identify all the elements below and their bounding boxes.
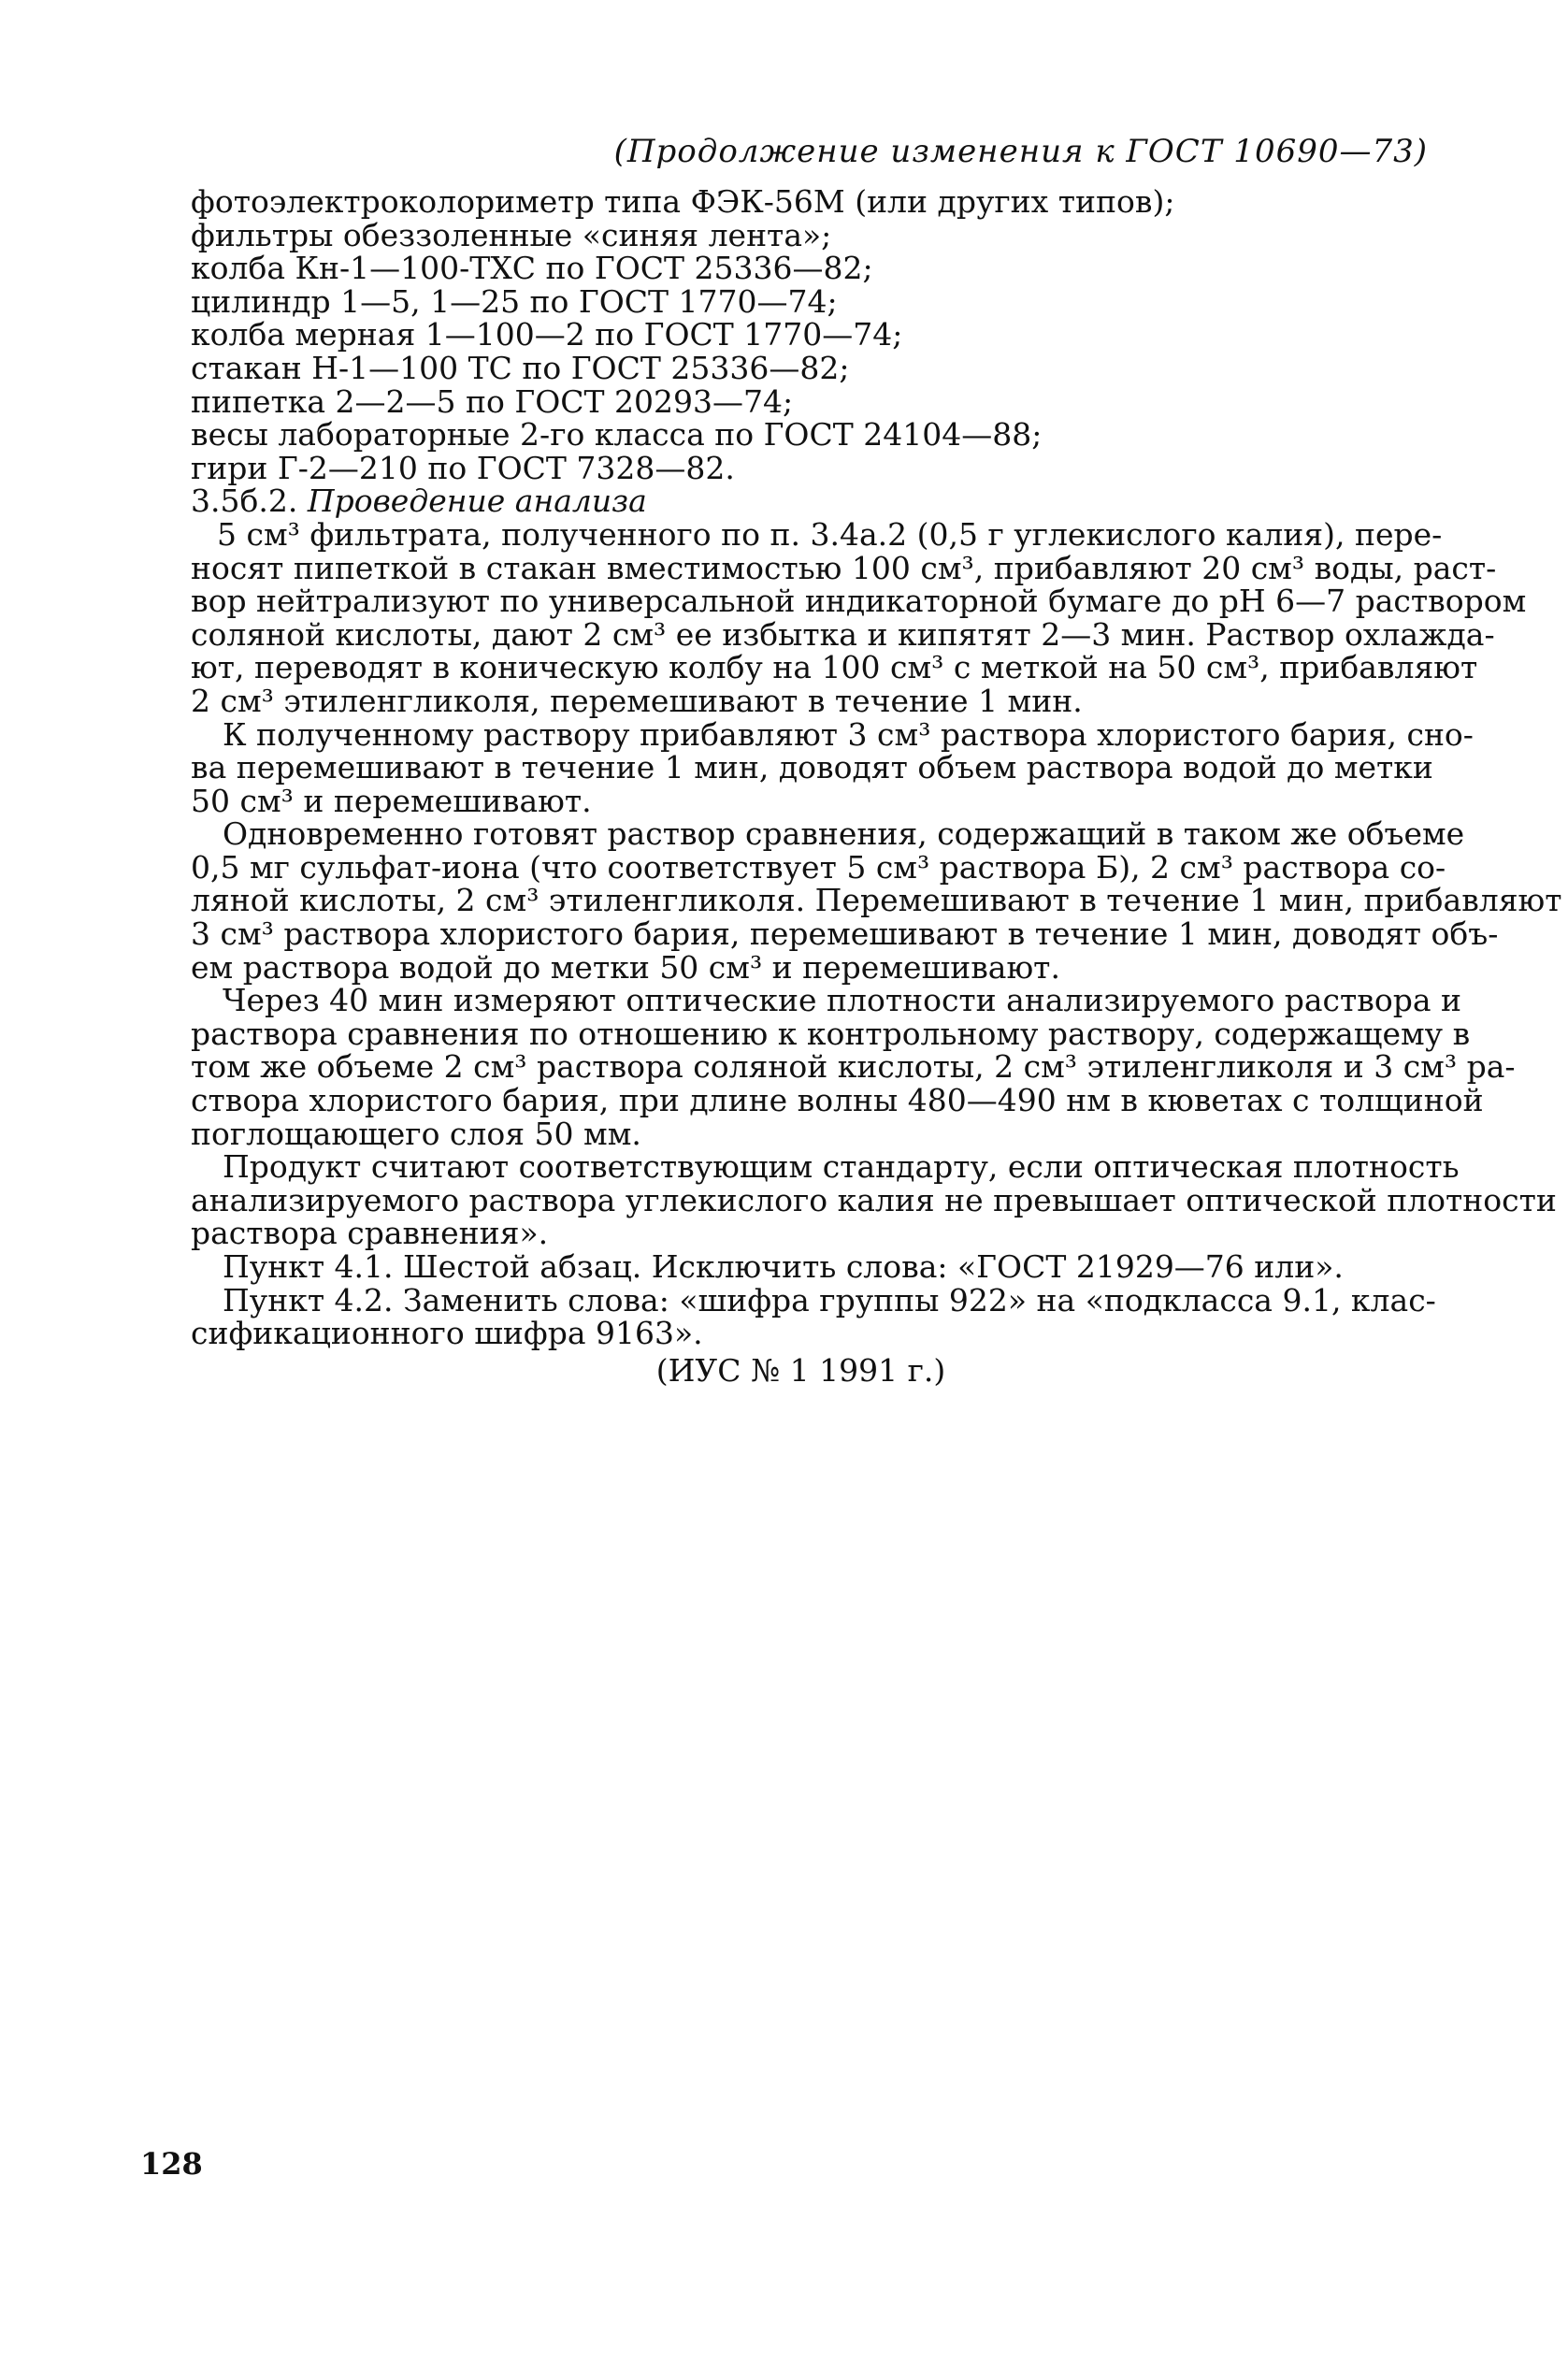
paragraph-conclusion — [191, 1148, 1557, 1252]
equipment-item: фотоэлектроколориметр типа ФЭК-56М (или других типов); — [191, 183, 1175, 220]
paragraph-line: 50 см³ и перемешивают. — [191, 782, 592, 819]
page-number: 128 — [140, 2146, 203, 2182]
section-title: Проведение анализа — [307, 483, 647, 520]
paragraph-barium — [191, 715, 1474, 819]
paragraph-line: Продукт считают соответствующим стандарту, если оптическая плотность — [223, 1148, 1460, 1186]
equipment-list — [191, 185, 1411, 484]
paragraph-line: сификационного шифра 9163». — [191, 1315, 703, 1352]
paragraph-clause-4-2 — [191, 1281, 1436, 1352]
paragraph-line: Одновременно готовят раствор сравнения, содержащий в таком же объеме — [223, 815, 1465, 853]
section-heading — [191, 484, 1411, 518]
paragraph-line: соляной кислоты, дают 2 см³ ее избытка и кипятят 2—3 мин. Раствор охлажда- — [191, 615, 1495, 653]
equipment-item: фильтры обеззоленные «синяя лента»; — [191, 216, 832, 253]
paragraph-reference-solution — [191, 815, 1562, 986]
paragraph-line: створа хлористого бария, при длине волны 480—490 нм в кюветах с толщиной — [191, 1082, 1484, 1119]
equipment-item: стакан Н-1—100 ТС по ГОСТ 25336—82; — [191, 349, 850, 386]
equipment-item: гири Г-2—210 по ГОСТ 7328—82. — [191, 449, 735, 486]
paragraph-line: анализируемого раствора углекислого калия не превышает оптической плотности — [191, 1181, 1557, 1218]
paragraph-line: К полученному раствору прибавляют 3 см³ раствора хлористого бария, сно- — [223, 715, 1474, 753]
paragraph-line: носят пипеткой в стакан вместимостью 100 см³, прибавляют 20 см³ воды, раст- — [191, 549, 1497, 586]
paragraph-line: раствора сравнения». — [191, 1215, 549, 1252]
paragraph-line: 0,5 мг сульфат-иона (что соответствует 5 см³ раствора Б), 2 см³ раствора со- — [191, 848, 1446, 886]
equipment-item: колба Кн-1—100-ТХС по ГОСТ 25336—82; — [191, 250, 873, 287]
paragraph-line: поглощающего слоя 50 мм. — [191, 1115, 641, 1152]
paragraph-line: Пункт 4.1. Шестой абзац. Исключить слова: «ГОСТ 21929—76 или». — [223, 1248, 1344, 1285]
running-header: (Продолжение изменения к ГОСТ 10690—73) — [613, 133, 1428, 170]
equipment-item: колба мерная 1—100—2 по ГОСТ 1770—74; — [191, 316, 903, 353]
equipment-item: пипетка 2—2—5 по ГОСТ 20293—74; — [191, 382, 794, 420]
paragraph-line: вор нейтрализуют по универсальной индикаторной бумаге до pH 6—7 раствором — [191, 583, 1527, 620]
paragraph-line: ва перемешивают в течение 1 мин, доводят объем раствора водой до метки — [191, 749, 1433, 786]
paragraph-line: 5 см³ фильтрата, полученного по п. 3.4а.2 (0,5 г углекислого калия), пере- — [217, 515, 1443, 553]
paragraph-procedure — [191, 515, 1527, 719]
paragraph-line: Через 40 мин измеряют оптические плотности анализируемого раствора и — [223, 982, 1461, 1019]
equipment-item: цилиндр 1—5, 1—25 по ГОСТ 1770—74; — [191, 282, 838, 320]
body-text — [191, 183, 1562, 1389]
issue-reference: (ИУС № 1 1991 г.) — [655, 1351, 946, 1389]
paragraph-line: 3 см³ раствора хлористого бария, перемешивают в течение 1 мин, доводят объ- — [191, 915, 1499, 953]
paragraph-line: ем раствора водой до метки 50 см³ и перемешивают. — [191, 948, 1060, 986]
paragraph-line: ляной кислоты, 2 см³ этиленгликоля. Перемешивают в течение 1 мин, прибавляют — [191, 882, 1562, 919]
section-number: 3.5б.2. — [191, 483, 298, 520]
paragraph-line: 2 см³ этиленгликоля, перемешивают в течение 1 мин. — [191, 682, 1083, 719]
paragraph-line: том же объеме 2 см³ раствора соляной кислоты, 2 см³ этиленгликоля и 3 см³ ра- — [191, 1048, 1516, 1086]
paragraph-line: ют, переводят в коническую колбу на 100 см³ с меткой на 50 см³, прибавляют — [191, 649, 1478, 686]
paragraph-line: Пункт 4.2. Заменить слова: «шифра группы 922» на «подкласса 9.1, клас- — [223, 1281, 1436, 1318]
equipment-item: весы лабораторные 2-го класса по ГОСТ 24104—88; — [191, 416, 1043, 454]
paragraph-line: раствора сравнения по отношению к контрольному раствору, содержащему в — [191, 1015, 1471, 1052]
paragraph-optical-density — [191, 982, 1516, 1152]
paragraph-clause-4-1 — [191, 1250, 1411, 1284]
